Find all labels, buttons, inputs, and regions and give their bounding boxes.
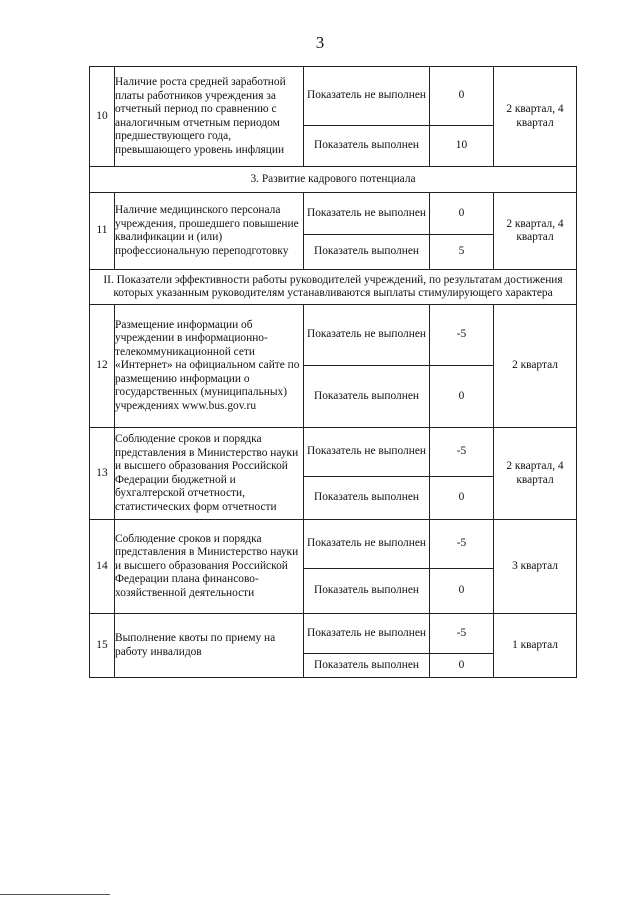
condition-done: Показатель выполнен	[304, 654, 430, 678]
reporting-period: 2 квартал, 4 квартал	[494, 428, 577, 520]
indicator-description: Размещение информации об учреждении в информационно-телекоммуникационной сети «Интернет» на официальном сайте по размещению информации о государственных (муниципальных) учреждениях www.bus.gov.ru	[115, 305, 304, 428]
table-row	[90, 67, 577, 126]
condition-done: Показатель выполнен	[304, 126, 430, 167]
row-number: 15	[90, 614, 115, 678]
reporting-period: 1 квартал	[494, 614, 577, 678]
table-row	[90, 193, 577, 235]
condition-done: Показатель выполнен	[304, 477, 430, 520]
score-not-done: 0	[430, 67, 494, 126]
score-done: 0	[430, 366, 494, 428]
score-not-done: -5	[430, 520, 494, 569]
indicator-description: Соблюдение сроков и порядка представления в Министерство науки и высшего образования Российской Федерации бюджетной и бухгалтерской отчетности, статистических форм отчетности	[115, 428, 304, 520]
table-row	[90, 614, 577, 654]
score-done: 5	[430, 235, 494, 270]
score-done: 0	[430, 654, 494, 678]
row-number: 11	[90, 193, 115, 270]
condition-not-done: Показатель не выполнен	[304, 67, 430, 126]
condition-done: Показатель выполнен	[304, 366, 430, 428]
condition-not-done: Показатель не выполнен	[304, 193, 430, 235]
reporting-period: 2 квартал, 4 квартал	[494, 193, 577, 270]
indicator-description: Соблюдение сроков и порядка представления в Министерство науки и высшего образования Российской Федерации плана финансово-хозяйственной деятельности	[115, 520, 304, 614]
condition-not-done: Показатель не выполнен	[304, 305, 430, 366]
condition-not-done: Показатель не выполнен	[304, 614, 430, 654]
indicator-description: Наличие роста средней заработной платы работников учреждения за отчетный период по сравнению с аналогичным отчетным периодом предшествующего года, превышающего уровень инфляции	[115, 67, 304, 167]
table-row	[90, 428, 577, 477]
row-number: 10	[90, 67, 115, 167]
score-done: 0	[430, 477, 494, 520]
score-not-done: 0	[430, 193, 494, 235]
reporting-period: 2 квартал	[494, 305, 577, 428]
section-header-row	[90, 270, 577, 305]
condition-done: Показатель выполнен	[304, 235, 430, 270]
section-title: II. Показатели эффективности работы руководителей учреждений, по результатам достижения которых указанным руководителям устанавливаются выплаты стимулирующего характера	[90, 270, 577, 305]
score-not-done: -5	[430, 305, 494, 366]
section-title: 3. Развитие кадрового потенциала	[90, 167, 577, 193]
indicators-table	[89, 66, 577, 678]
score-done: 10	[430, 126, 494, 167]
row-number: 14	[90, 520, 115, 614]
table-row	[90, 305, 577, 366]
condition-not-done: Показатель не выполнен	[304, 428, 430, 477]
condition-done: Показатель выполнен	[304, 569, 430, 614]
row-number: 12	[90, 305, 115, 428]
row-number: 13	[90, 428, 115, 520]
score-not-done: -5	[430, 428, 494, 477]
page-number: 3	[315, 33, 325, 52]
indicator-description: Выполнение квоты по приему на работу инвалидов	[115, 614, 304, 678]
reporting-period: 2 квартал, 4 квартал	[494, 67, 577, 167]
score-not-done: -5	[430, 614, 494, 654]
section-header-row	[90, 167, 577, 193]
score-done: 0	[430, 569, 494, 614]
reporting-period: 3 квартал	[494, 520, 577, 614]
indicator-description: Наличие медицинского персонала учреждения, прошедшего повышение квалификации и (или) профессиональную переподготовку	[115, 193, 304, 270]
condition-not-done: Показатель не выполнен	[304, 520, 430, 569]
footer-divider	[0, 894, 110, 895]
table-row	[90, 520, 577, 569]
